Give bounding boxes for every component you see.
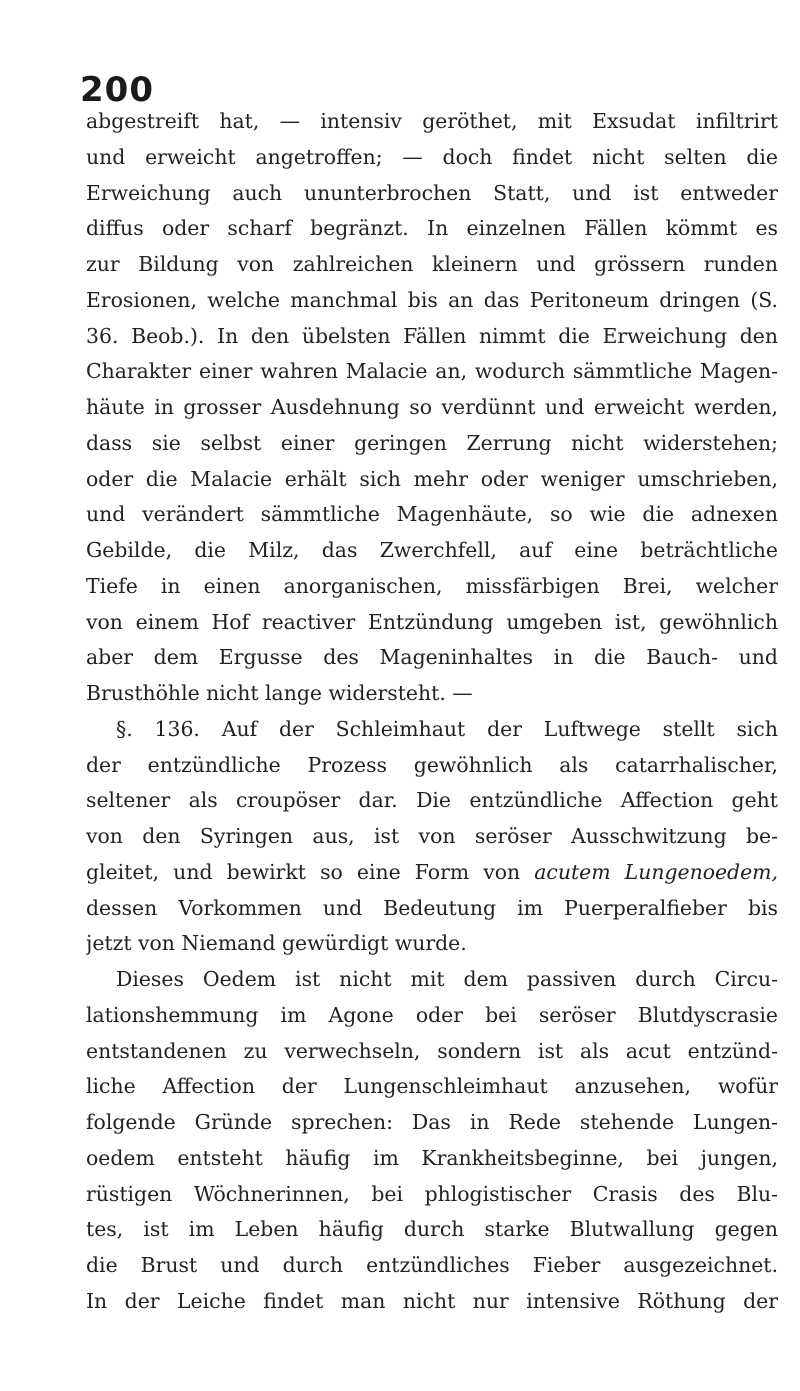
text-line: rüstigen Wöchnerinnen, bei phlogistischer Crasis des Blu-: [86, 1181, 778, 1206]
text-line: häute in grosser Ausdehnung so verdünnt und erweicht werden,: [86, 395, 778, 419]
text-line: und erweicht angetroffen; — doch findet nicht selten die: [86, 144, 778, 169]
text-line: [86, 855, 778, 891]
text-line: lationshemmung im Agone oder bei seröser Blutdyscrasie: [86, 1002, 778, 1027]
text-line: Tiefe in einen anorganischen, missfärbigen Brei, welcher: [86, 573, 778, 598]
italic-term: acutem Lungenoedem,: [534, 859, 778, 884]
text-line: Erosionen, welche manchmal bis an das Peritoneum dringen (S.: [86, 287, 778, 312]
text-line: der entzündliche Prozess gewöhnlich als catarrhalischer,: [86, 752, 778, 777]
text-line: und verändert sämmtliche Magenhäute, so wie die adnexen: [86, 502, 778, 527]
text-line: von einem Hof reactiver Entzündung umgeben ist, gewöhnlich: [86, 609, 778, 634]
text-line: dass sie selbst einer geringen Zerrung nicht widerstehen;: [86, 430, 778, 455]
text-line: abgestreift hat, — intensiv geröthet, mit Exsudat infiltrirt: [86, 109, 778, 133]
text-line: von den Syringen aus, ist von seröser Ausschwitzung be-: [86, 824, 778, 848]
text-line: folgende Gründe sprechen: Das in Rede stehende Lungen-: [86, 1110, 778, 1134]
text-line: zur Bildung von zahlreichen kleinern und grössern runden: [86, 252, 778, 276]
body-text: [86, 104, 778, 1320]
text-line: Erweichung auch ununterbrochen Statt, und ist entweder: [86, 180, 778, 205]
text-fragment: gleitet, und bewirkt so eine Form von: [86, 859, 535, 884]
text-line: 36. Beob.). In den übelsten Fällen nimmt die Erweichung den: [86, 323, 778, 348]
text-line: die Brust und durch entzündliches Fieber ausgezeichnet.: [86, 1253, 778, 1277]
text-line: tes, ist im Leben häufig durch starke Blutwallung gegen: [86, 1217, 778, 1242]
text-line: Charakter einer wahren Malacie an, wodurch sämmtliche Magen-: [86, 359, 778, 384]
text-line: Brusthöhle nicht lange widersteht. —: [86, 681, 473, 705]
text-line: oder die Malacie erhält sich mehr oder weniger umschrieben,: [86, 466, 778, 491]
text-line: oedem entsteht häufig im Krankheitsbeginne, bei jungen,: [86, 1145, 778, 1170]
page-number: 200: [80, 70, 154, 110]
paragraph-start-line: Dieses Oedem ist nicht mit dem passiven durch Circu-: [116, 967, 778, 991]
text-line: In der Leiche findet man nicht nur intensive Röthung der: [86, 1288, 778, 1313]
section-heading-line: §. 136. Auf der Schleimhaut der Luftwege stellt sich: [116, 716, 778, 741]
text-line: liche Affection der Lungenschleimhaut anzusehen, wofür: [86, 1074, 778, 1099]
text-line: dessen Vorkommen und Bedeutung im Puerperalfieber bis: [86, 895, 778, 920]
text-line: jetzt von Niemand gewürdigt wurde.: [86, 931, 467, 956]
text-line: diffus oder scharf begränzt. In einzelnen Fällen kömmt es: [86, 216, 778, 241]
text-line: entstandenen zu verwechseln, sondern ist als acut entzünd-: [86, 1038, 778, 1063]
text-line: aber dem Ergusse des Mageninhaltes in die Bauch- und: [86, 645, 778, 670]
text-line: Gebilde, die Milz, das Zwerchfell, auf eine beträchtliche: [86, 538, 778, 562]
text-line: seltener als croupöser dar. Die entzündliche Affection geht: [86, 788, 778, 813]
